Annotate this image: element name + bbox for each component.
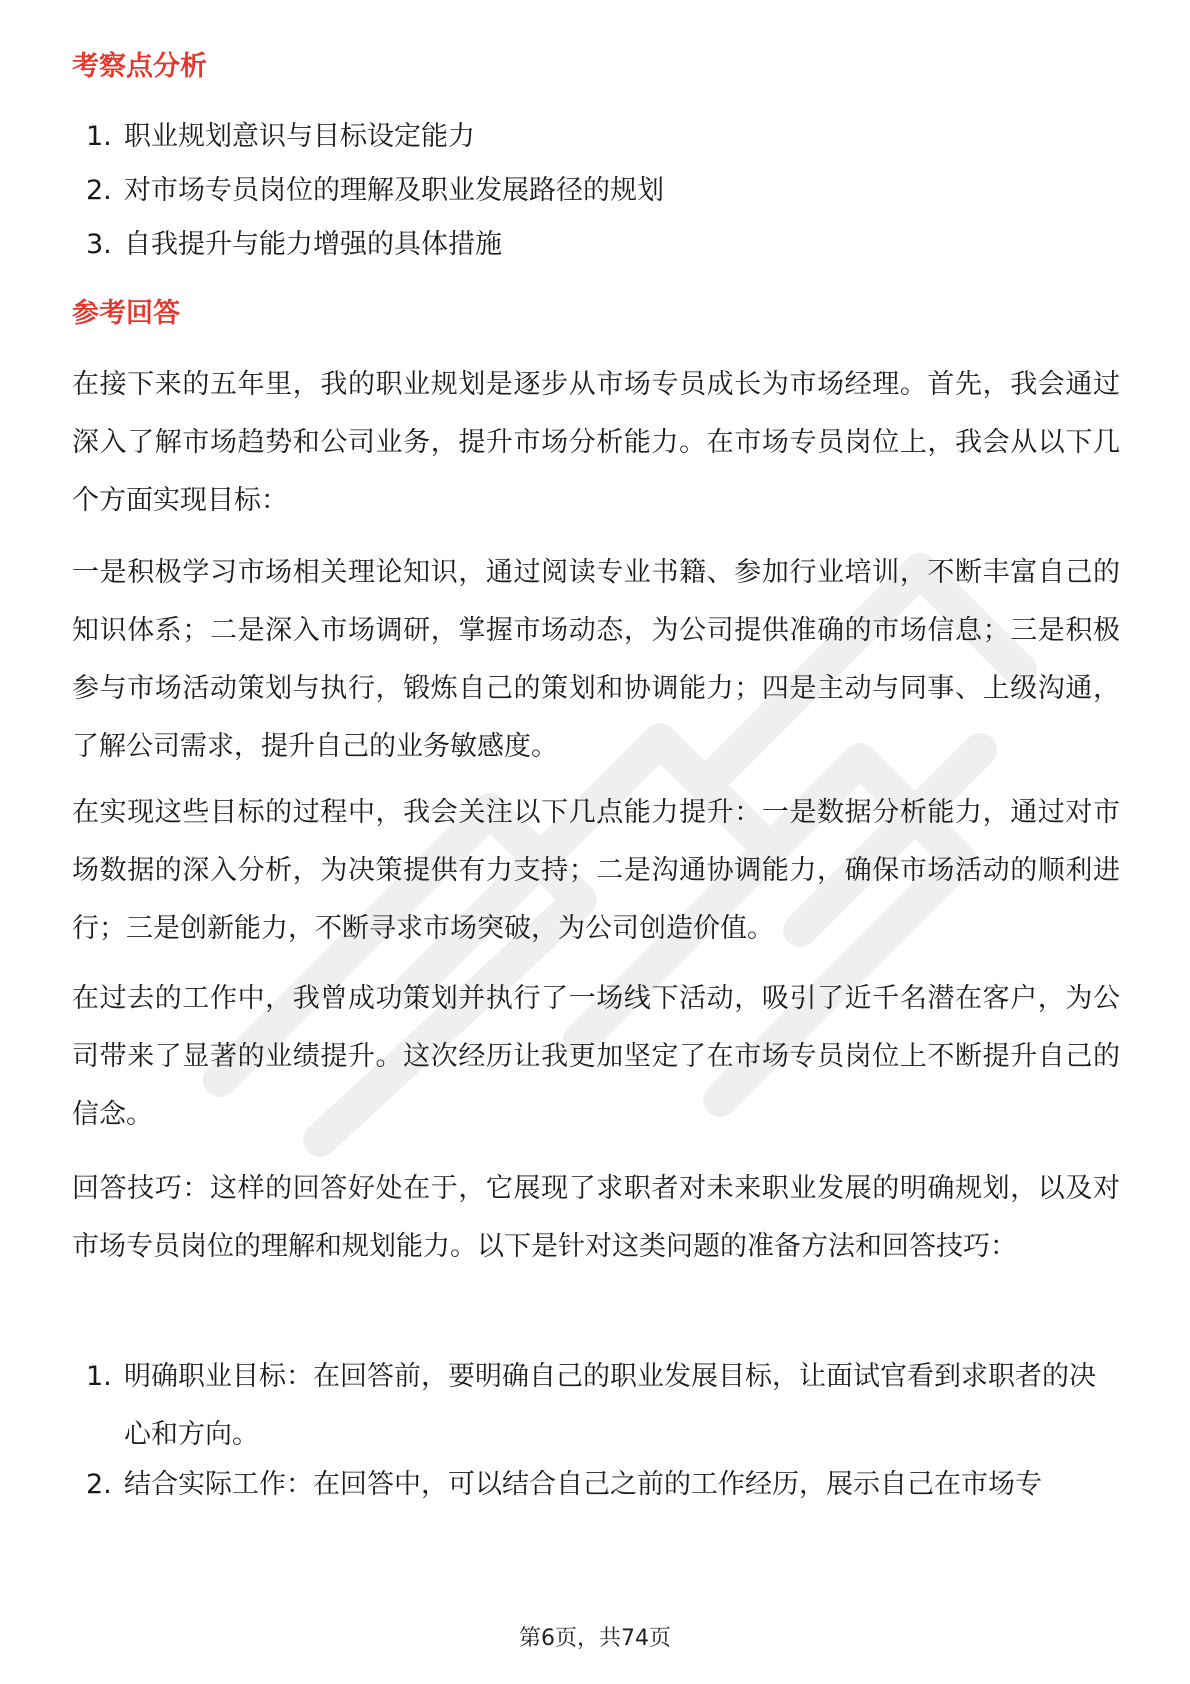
list-item-number: 1. bbox=[86, 121, 112, 152]
list-item-text: 结合实际工作：在回答中，可以结合自己之前的工作经历，展示自己在市场专 bbox=[124, 1469, 1042, 1500]
list-item-text: 自我提升与能力增强的具体措施 bbox=[124, 229, 502, 260]
answer-paragraph-4: 在过去的工作中，我曾成功策划并执行了一场线下活动，吸引了近千名潜在客户，为公司带来了显著的业绩提升。这次经历让我更加坚定了在市场专员岗位上不断提升自己的信念。 bbox=[72, 983, 1120, 1130]
list-item-number: 2. bbox=[86, 1469, 112, 1500]
answer-paragraph-2: 一是积极学习市场相关理论知识，通过阅读专业书籍、参加行业培训，不断丰富自己的知识体系；二是深入市场调研，掌握市场动态，为公司提供准确的市场信息；三是积极参与市场活动策划与执行，锻炼自己的策划和协调能力；四是主动与同事、上级沟通，了解公司需求，提升自己的业务敏感度。 bbox=[72, 557, 1120, 762]
list-item-text: 对市场专员岗位的理解及职业发展路径的规划 bbox=[124, 175, 664, 206]
list-item-number: 1. bbox=[86, 1361, 112, 1392]
analysis-heading: 考察点分析 bbox=[72, 51, 207, 82]
page-footer: 第6页，共74页 bbox=[519, 1626, 671, 1651]
list-item-number: 3. bbox=[86, 229, 112, 260]
answer-paragraph-3: 在实现这些目标的过程中，我会关注以下几点能力提升：一是数据分析能力，通过对市场数据的深入分析，为决策提供有力支持；二是沟通协调能力，确保市场活动的顺利进行；三是创新能力，不断寻求市场突破，为公司创造价值。 bbox=[72, 797, 1120, 944]
list-item-number: 2. bbox=[86, 175, 112, 206]
answer-paragraph-1: 在接下来的五年里，我的职业规划是逐步从市场专员成长为市场经理。首先，我会通过深入了解市场趋势和公司业务，提升市场分析能力。在市场专员岗位上，我会从以下几个方面实现目标： bbox=[72, 369, 1120, 516]
answer-heading: 参考回答 bbox=[72, 298, 180, 329]
list-item-text: 职业规划意识与目标设定能力 bbox=[124, 121, 475, 152]
tips-paragraph: 回答技巧：这样的回答好处在于，它展现了求职者对未来职业发展的明确规划，以及对市场专员岗位的理解和规划能力。以下是针对这类问题的准备方法和回答技巧： bbox=[72, 1173, 1120, 1262]
list-item-text: 明确职业目标：在回答前，要明确自己的职业发展目标，让面试官看到求职者的决心和方向。 bbox=[124, 1361, 1096, 1450]
